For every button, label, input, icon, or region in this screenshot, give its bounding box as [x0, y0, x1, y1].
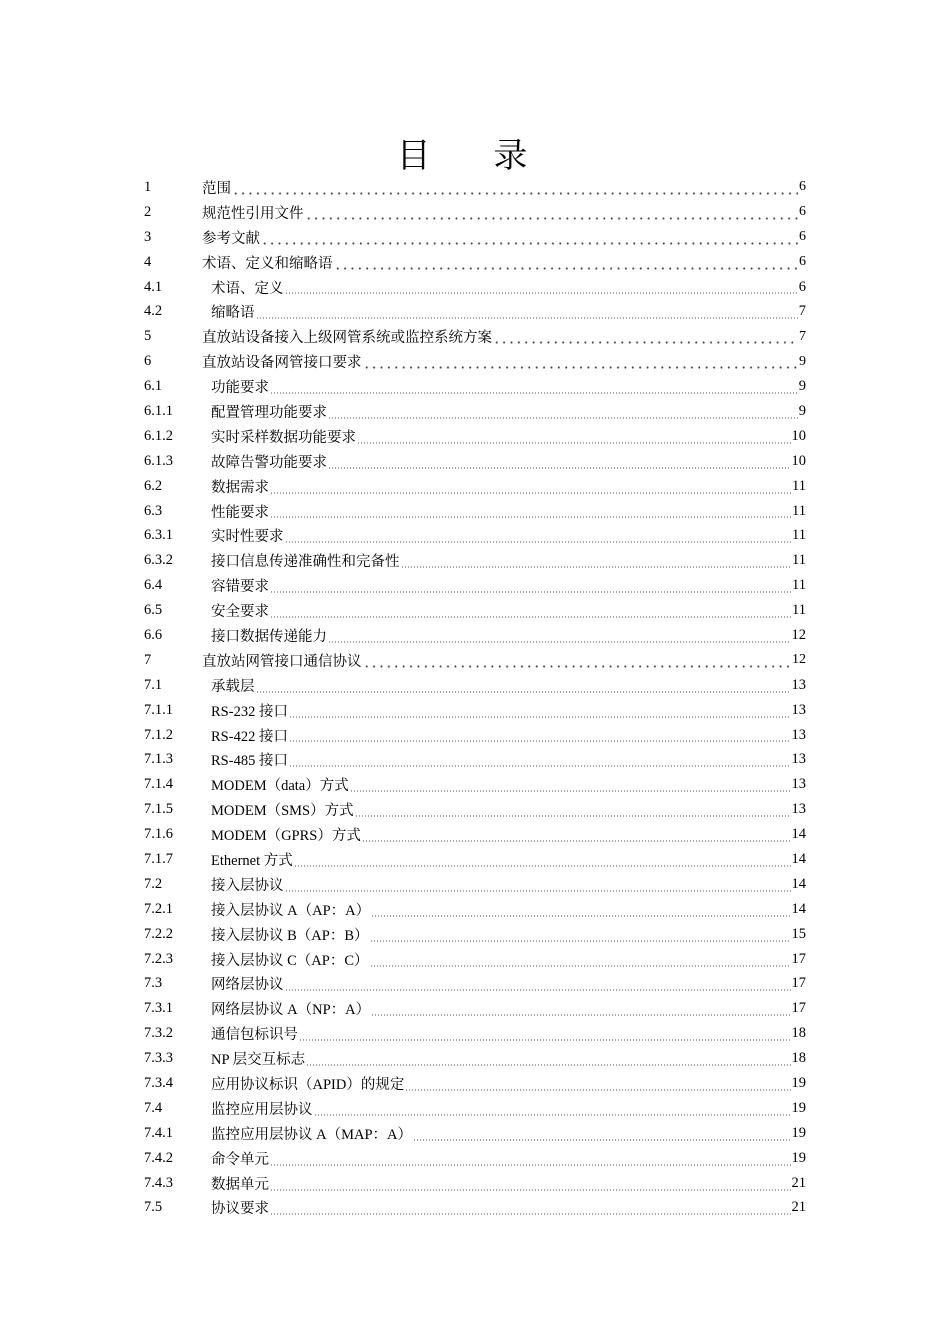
toc-entry[interactable] [144, 996, 806, 1021]
toc-entry-page-number: 11 [792, 577, 806, 594]
toc-entry-number: 6.6 [144, 626, 163, 643]
toc-entry-page-number: 11 [792, 552, 806, 569]
toc-entry-page-number: 11 [792, 527, 806, 544]
toc-entry-number: 4 [144, 253, 152, 270]
toc-entry[interactable] [144, 200, 806, 225]
toc-entry[interactable] [144, 847, 806, 872]
toc-entry-number: 6.3.1 [144, 527, 173, 544]
toc-dot-leader [493, 330, 798, 344]
toc-dot-leader [328, 629, 791, 643]
toc-entry-title: 规范性引用文件 [202, 205, 304, 222]
toc-entry[interactable] [144, 922, 806, 947]
toc-entry[interactable] [144, 723, 806, 748]
toc-entry-page-number: 13 [791, 801, 806, 818]
toc-entry-number: 7.3.3 [144, 1050, 173, 1067]
toc-entry-title: 应用协议标识（APID）的规定 [211, 1077, 405, 1093]
toc-entry-page-number: 13 [791, 751, 806, 768]
table-of-contents [144, 175, 806, 1220]
toc-entry-number: 4.2 [144, 303, 163, 320]
toc-entry-title: 性能要求 [211, 504, 269, 521]
toc-entry-page-number: 7 [798, 303, 806, 320]
toc-entry-number: 6 [144, 353, 152, 370]
toc-entry-number: 7.1.7 [144, 850, 173, 867]
toc-entry[interactable] [144, 623, 806, 648]
toc-entry-number: 7.1 [144, 676, 163, 693]
toc-entry-title: MODEM（GPRS）方式 [211, 828, 361, 845]
toc-dot-leader [256, 679, 791, 693]
toc-entry-page-number: 19 [791, 1149, 806, 1166]
toc-entry-title: 接入层协议 B（AP：B） [211, 927, 369, 944]
toc-entry[interactable] [144, 399, 806, 424]
page-title: 目 录 [396, 136, 554, 176]
toc-entry[interactable] [144, 523, 806, 548]
toc-entry[interactable] [144, 947, 806, 972]
toc-entry[interactable] [144, 499, 806, 524]
toc-entry-page-number: 6 [798, 278, 806, 295]
toc-entry-title: 数据需求 [211, 479, 269, 496]
toc-entry-page-number: 13 [791, 776, 806, 793]
toc-entry-title: 接入层协议 [211, 877, 284, 894]
toc-entry-page-number: 6 [799, 229, 806, 245]
toc-entry-page-number: 21 [791, 1199, 806, 1216]
toc-entry[interactable] [144, 424, 806, 449]
toc-entry-number: 6.5 [144, 602, 163, 619]
toc-entry-page-number: 11 [792, 477, 806, 494]
toc-entry[interactable] [144, 648, 806, 673]
toc-entry-number: 7.3.4 [144, 1075, 173, 1091]
toc-entry-page-number: 11 [792, 502, 806, 519]
toc-entry-title: 监控应用层协议 A（MAP：A） [211, 1126, 412, 1143]
toc-entry-number: 7.5 [144, 1199, 163, 1216]
toc-entry-title: 直放站网管接口通信协议 [202, 653, 362, 670]
toc-dot-leader [270, 604, 791, 618]
toc-entry-number: 7.1.6 [144, 826, 173, 843]
toc-dot-leader [294, 853, 791, 867]
toc-entry-title: 接入层协议 A（AP：A） [211, 902, 371, 919]
toc-entry-title: 网络层协议 A（NP：A） [211, 1002, 371, 1019]
toc-dot-leader [270, 480, 791, 494]
toc-entry-number: 6.1.2 [144, 427, 173, 444]
toc-entry[interactable] [144, 897, 806, 922]
toc-entry-number: 7.1.1 [144, 701, 173, 718]
toc-entry-title: 承载层 [211, 678, 255, 695]
toc-entry-page-number: 10 [791, 452, 806, 469]
toc-dot-leader [328, 455, 791, 469]
toc-dot-leader [357, 430, 791, 444]
toc-dot-leader [270, 1201, 791, 1215]
toc-dot-leader [350, 778, 791, 792]
toc-dot-leader [261, 231, 798, 245]
toc-entry-title: 接口数据传递能力 [211, 628, 327, 645]
toc-entry-page-number: 14 [791, 900, 806, 917]
toc-entry-title: 网络层协议 [211, 977, 284, 994]
toc-dot-leader [270, 579, 791, 593]
toc-dot-leader [285, 529, 792, 543]
toc-entry-number: 6.4 [144, 577, 163, 594]
toc-entry-title: RS-485 接口 [211, 753, 288, 770]
toc-entry-number: 7.4.3 [144, 1174, 173, 1191]
toc-entry-number: 3 [144, 228, 152, 245]
toc-dot-leader [371, 1002, 790, 1016]
toc-dot-leader [285, 977, 791, 991]
toc-entry-title: 容错要求 [211, 579, 269, 596]
toc-entry-title: 直放站设备网管接口要求 [202, 355, 362, 372]
toc-entry[interactable] [144, 250, 806, 275]
toc-entry[interactable] [144, 1096, 806, 1121]
toc-entry-number: 7.4 [144, 1099, 163, 1116]
toc-entry[interactable] [144, 1196, 806, 1221]
toc-entry[interactable] [144, 275, 806, 300]
toc-entry[interactable] [144, 673, 806, 698]
toc-entry[interactable] [144, 972, 806, 997]
toc-entry-page-number: 18 [791, 1025, 806, 1042]
toc-entry-title: 实时采样数据功能要求 [211, 429, 356, 446]
toc-dot-leader [232, 181, 798, 195]
toc-entry-title: 术语、定义 [211, 280, 284, 297]
toc-entry-page-number: 12 [791, 626, 806, 643]
toc-entry[interactable] [144, 474, 806, 499]
toc-entry-number: 7.1.3 [144, 751, 173, 768]
toc-entry[interactable] [144, 349, 806, 374]
toc-entry-page-number: 6 [799, 254, 806, 270]
toc-entry-page-number: 19 [791, 1075, 806, 1091]
toc-entry-title: 缩略语 [211, 305, 255, 322]
toc-dot-leader [285, 280, 798, 294]
toc-entry-number: 6.2 [144, 477, 163, 494]
toc-entry-title: RS-422 接口 [211, 728, 288, 745]
toc-entry-page-number: 13 [791, 676, 806, 693]
toc-entry-page-number: 14 [791, 850, 806, 867]
toc-entry-page-number: 7 [799, 328, 806, 344]
toc-entry-number: 7.3 [144, 975, 163, 992]
toc-entry-page-number: 21 [791, 1174, 806, 1191]
toc-entry-page-number: 14 [791, 875, 806, 892]
toc-dot-leader [405, 1077, 790, 1091]
toc-entry-page-number: 6 [799, 179, 806, 195]
toc-dot-leader [370, 928, 791, 942]
toc-entry[interactable] [144, 1046, 806, 1071]
toc-dot-leader [305, 206, 799, 220]
toc-entry[interactable] [144, 698, 806, 723]
toc-dot-leader [413, 1127, 791, 1141]
toc-entry-number: 6.1.1 [144, 402, 173, 419]
toc-entry-title: NP 层交互标志 [211, 1052, 306, 1069]
toc-entry[interactable] [144, 374, 806, 399]
toc-entry-number: 6.1.3 [144, 452, 173, 469]
toc-entry[interactable] [144, 1146, 806, 1171]
toc-entry-title: 功能要求 [211, 380, 269, 397]
toc-dot-leader [270, 380, 798, 394]
toc-entry[interactable] [144, 598, 806, 623]
toc-entry-title: 监控应用层协议 [211, 1101, 313, 1118]
toc-entry[interactable] [144, 1121, 806, 1146]
toc-dot-leader [270, 1152, 791, 1166]
toc-dot-leader [370, 953, 791, 967]
toc-entry-title: 通信包标识号 [211, 1027, 298, 1044]
toc-entry-page-number: 11 [792, 602, 806, 619]
toc-entry[interactable] [144, 772, 806, 797]
toc-dot-leader [285, 878, 791, 892]
toc-dot-leader [256, 305, 798, 319]
toc-dot-leader [371, 903, 790, 917]
toc-entry-title: 故障告警功能要求 [211, 454, 327, 471]
toc-entry-number: 7.3.2 [144, 1025, 173, 1042]
toc-entry-title: 术语、定义和缩略语 [202, 255, 333, 272]
toc-entry-title: 数据单元 [211, 1176, 269, 1193]
toc-entry-page-number: 6 [799, 204, 806, 220]
toc-entry-page-number: 9 [798, 378, 806, 395]
toc-dot-leader [355, 803, 791, 817]
toc-dot-leader [289, 704, 791, 718]
toc-entry-number: 7.2.3 [144, 950, 173, 967]
toc-entry-page-number: 19 [791, 1124, 806, 1141]
toc-dot-leader [306, 1052, 790, 1066]
toc-entry-number: 7.1.2 [144, 726, 173, 743]
toc-entry-page-number: 18 [791, 1050, 806, 1067]
toc-entry-title: 实时性要求 [211, 529, 284, 546]
toc-entry-title: 协议要求 [211, 1201, 269, 1218]
toc-entry-page-number: 9 [798, 402, 806, 419]
toc-entry-page-number: 17 [791, 1000, 806, 1017]
toc-entry-number: 7.2.2 [144, 925, 173, 942]
toc-entry[interactable] [144, 872, 806, 897]
toc-entry-title: 直放站设备接入上级网管系统或监控系统方案 [202, 330, 492, 347]
toc-entry-number: 4.1 [144, 278, 163, 295]
toc-entry[interactable] [144, 225, 806, 250]
toc-entry-number: 7.4.2 [144, 1149, 173, 1166]
toc-entry[interactable] [144, 1071, 806, 1096]
toc-entry-title: 配置管理功能要求 [211, 404, 327, 421]
toc-entry-title: 接入层协议 C（AP：C） [211, 952, 369, 969]
toc-dot-leader [289, 753, 791, 767]
toc-entry[interactable] [144, 548, 806, 573]
toc-entry-title: 参考文献 [202, 230, 260, 247]
toc-dot-leader [314, 1102, 791, 1116]
toc-entry-page-number: 13 [791, 701, 806, 718]
toc-entry-page-number: 19 [791, 1099, 806, 1116]
toc-entry-title: Ethernet 方式 [211, 852, 293, 869]
toc-entry-page-number: 9 [799, 353, 806, 369]
toc-entry-number: 7.1.4 [144, 776, 173, 793]
toc-dot-leader [299, 1027, 791, 1041]
toc-entry-number: 6.1 [144, 378, 163, 395]
toc-entry[interactable] [144, 797, 806, 822]
toc-entry-page-number: 17 [791, 975, 806, 992]
toc-entry-title: 安全要求 [211, 604, 269, 621]
toc-dot-leader [363, 355, 799, 369]
toc-entry-title: RS-232 接口 [211, 703, 288, 720]
toc-entry[interactable] [144, 175, 806, 200]
toc-entry-page-number: 15 [791, 925, 806, 942]
toc-dot-leader [270, 1177, 791, 1191]
toc-entry-title: 范围 [202, 180, 231, 197]
toc-entry-number: 7 [144, 651, 152, 668]
toc-entry-number: 7.1.5 [144, 801, 173, 818]
toc-entry-title: MODEM（data）方式 [211, 778, 349, 795]
toc-dot-leader [363, 654, 792, 668]
toc-entry-number: 7.4.1 [144, 1124, 173, 1141]
toc-entry-page-number: 13 [791, 726, 806, 743]
toc-entry-number: 1 [144, 178, 152, 195]
toc-entry-number: 6.3.2 [144, 552, 173, 569]
toc-entry-number: 7.2 [144, 875, 163, 892]
toc-entry-number: 7.2.1 [144, 900, 173, 917]
toc-dot-leader [401, 554, 792, 568]
toc-entry[interactable] [144, 1021, 806, 1046]
toc-dot-leader [334, 256, 799, 270]
toc-entry-title: MODEM（SMS）方式 [211, 803, 354, 820]
toc-entry-page-number: 14 [791, 826, 806, 843]
toc-entry-number: 6.3 [144, 502, 163, 519]
toc-dot-leader [289, 728, 791, 742]
toc-entry[interactable] [144, 747, 806, 772]
toc-entry-number: 5 [144, 328, 152, 345]
toc-entry-title: 命令单元 [211, 1151, 269, 1168]
toc-entry-title: 接口信息传递准确性和完备性 [211, 554, 400, 571]
toc-dot-leader [270, 504, 791, 518]
toc-entry-number: 2 [144, 203, 152, 220]
toc-entry[interactable] [144, 573, 806, 598]
toc-entry[interactable] [144, 299, 806, 324]
toc-entry-page-number: 17 [791, 950, 806, 967]
toc-entry[interactable] [144, 1171, 806, 1196]
toc-dot-leader [328, 405, 798, 419]
toc-entry[interactable] [144, 324, 806, 349]
toc-entry-page-number: 10 [791, 427, 806, 444]
toc-entry-number: 7.3.1 [144, 1000, 173, 1017]
toc-entry[interactable] [144, 822, 806, 847]
toc-dot-leader [362, 828, 791, 842]
toc-entry-page-number: 12 [792, 652, 806, 668]
toc-entry[interactable] [144, 449, 806, 474]
